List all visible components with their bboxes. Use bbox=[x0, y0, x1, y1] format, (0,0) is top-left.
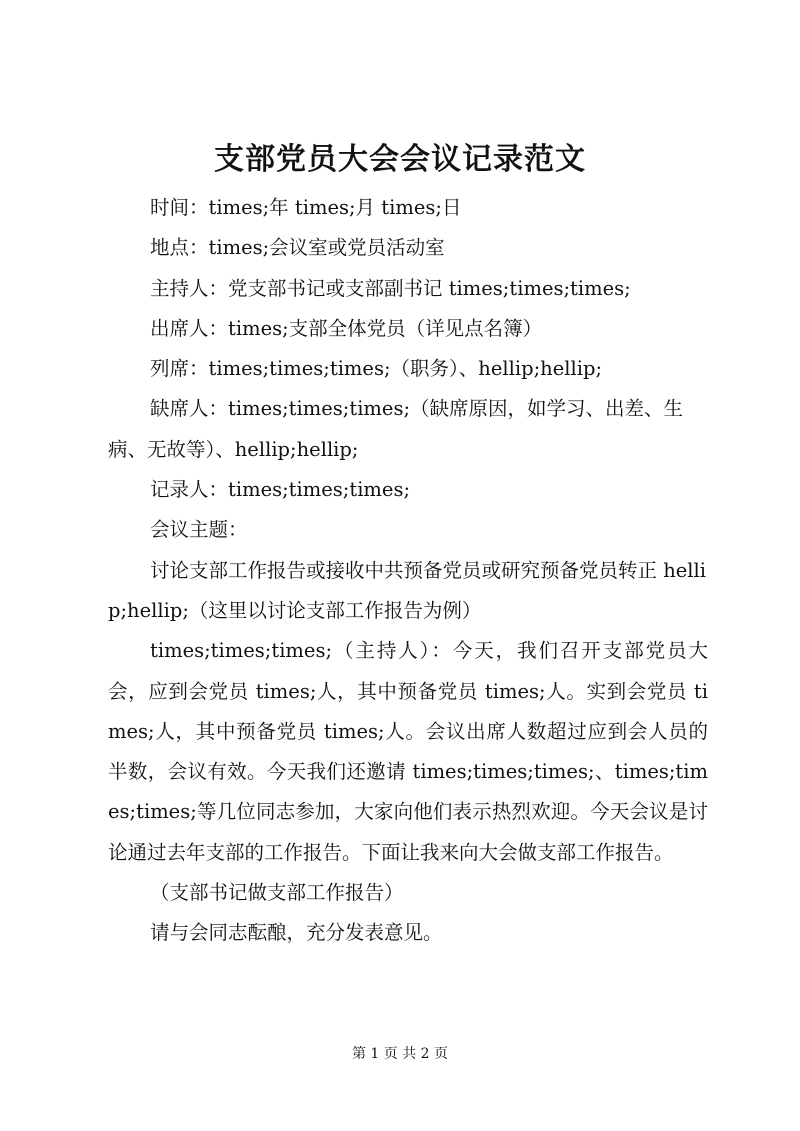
meeting-location: 地点：times;会议室或党员活动室 bbox=[150, 236, 445, 260]
meeting-host: 主持人：党支部书记或支部副书记 times;times;times; bbox=[150, 276, 631, 300]
meeting-recorder: 记录人：times;times;times; bbox=[150, 478, 411, 502]
meeting-topic-label: 会议主题： bbox=[150, 518, 248, 542]
meeting-topic: 讨论支部工作报告或接收中共预备党员或研究预备党员转正 hellip;hellip;（这里以讨论支部工作报告为例） bbox=[108, 558, 707, 622]
document-body bbox=[108, 188, 708, 954]
document-title: 支部党员大会会议记录范文 bbox=[214, 142, 586, 177]
discussion-invite: 请与会同志酝酿，充分发表意见。 bbox=[150, 921, 443, 945]
meeting-time: 时间：times;年 times;月 times;日 bbox=[150, 196, 462, 219]
host-opening-speech: times;times;times;（主持人）：今天，我们召开支部党员大会，应到会党员 times;人，其中预备党员 times;人。实到会党员 times;人，其中预备党员 times;人。会议出席人数超过应到会人员的半数，会议有效。今天我们还邀请 times;times;times;、times;times;times;等几位同志参加，大家向他们表示热烈欢迎。今天会议是讨论通过去年支部的工作报告。下面让我来向大会做支部工作报告。 bbox=[108, 639, 708, 864]
meeting-absentees: 缺席人：times;times;times;（缺席原因，如学习、出差、生病、无故等）、hellip;hellip; bbox=[108, 397, 684, 461]
report-note: （支部书记做支部工作报告） bbox=[150, 881, 404, 905]
page-number-footer: 第 1 页 共 2 页 bbox=[351, 1046, 449, 1062]
meeting-attendees: 出席人：times;支部全体党员（详见点名簿） bbox=[150, 316, 543, 340]
meeting-observers: 列席：times;times;times;（职务）、hellip;hellip; bbox=[150, 357, 603, 381]
